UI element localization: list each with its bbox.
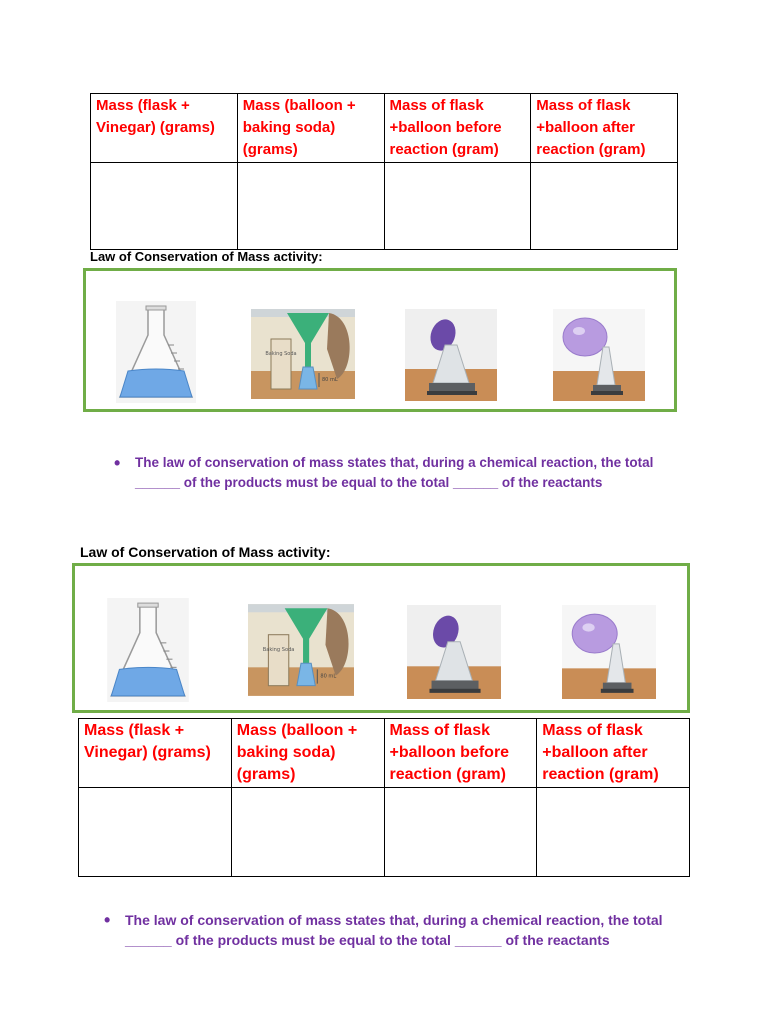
table-header-row bbox=[91, 94, 678, 163]
entry-cell-flask-vinegar[interactable] bbox=[79, 788, 232, 877]
volume-label: 80 mL bbox=[322, 377, 338, 383]
volume-label: 80 mL bbox=[320, 673, 337, 680]
mass-data-table-bottom bbox=[78, 718, 690, 877]
bullet-icon: • bbox=[104, 910, 111, 930]
table-entry-row bbox=[79, 788, 690, 877]
activity-title-bottom: Law of Conservation of Mass activity: bbox=[80, 544, 331, 560]
funnel-baking-soda-image bbox=[248, 604, 354, 696]
statement-line-2: ______ of the products must be equal to the total ______ of the reactants bbox=[135, 475, 603, 490]
header-flask-vinegar: Mass (flask + Vinegar) (grams) bbox=[79, 719, 232, 788]
baking-soda-box-label: Baking Soda bbox=[265, 351, 297, 357]
conservation-statement-top bbox=[114, 453, 653, 493]
activity-title-top: Law of Conservation of Mass activity: bbox=[90, 249, 323, 264]
entry-cell-balloon-baking-soda[interactable] bbox=[231, 788, 384, 877]
bullet-icon: • bbox=[114, 453, 121, 473]
header-balloon-baking-soda: Mass (balloon + baking soda) (grams) bbox=[237, 94, 384, 163]
balloon-on-flask-scale-image bbox=[407, 605, 501, 699]
inflated-balloon-scale-image bbox=[553, 309, 645, 401]
entry-cell-after-reaction[interactable] bbox=[537, 788, 690, 877]
entry-cell-before-reaction[interactable] bbox=[384, 788, 537, 877]
table-header-row bbox=[79, 719, 690, 788]
statement-line-2: ______ of the products must be equal to the total ______ of the reactants bbox=[125, 932, 610, 948]
entry-cell-before-reaction[interactable] bbox=[384, 163, 531, 250]
baking-soda-box-label: Baking Soda bbox=[262, 647, 295, 654]
conservation-statement-bottom bbox=[104, 910, 663, 950]
statement-line-1: The law of conservation of mass states that, during a chemical reaction, the total bbox=[135, 455, 654, 470]
header-mass-after-reaction: Mass of flask +balloon after reaction (gram) bbox=[531, 94, 678, 163]
flask-vinegar-image bbox=[116, 301, 196, 403]
flask-vinegar-image bbox=[107, 598, 189, 702]
mass-data-table-top bbox=[90, 93, 678, 250]
statement-line-1: The law of conservation of mass states that, during a chemical reaction, the total bbox=[125, 912, 663, 928]
inflated-balloon-scale-image bbox=[562, 605, 656, 699]
entry-cell-after-reaction[interactable] bbox=[531, 163, 678, 250]
header-mass-after-reaction: Mass of flask +balloon after reaction (gram) bbox=[537, 719, 690, 788]
header-mass-before-reaction: Mass of flask +balloon before reaction (gram) bbox=[384, 719, 537, 788]
entry-cell-flask-vinegar[interactable] bbox=[91, 163, 238, 250]
entry-cell-balloon-baking-soda[interactable] bbox=[237, 163, 384, 250]
funnel-baking-soda-image bbox=[251, 309, 355, 399]
header-balloon-baking-soda: Mass (balloon + baking soda) (grams) bbox=[231, 719, 384, 788]
balloon-on-flask-scale-image bbox=[405, 309, 497, 401]
table-entry-row bbox=[91, 163, 678, 250]
header-mass-before-reaction: Mass of flask +balloon before reaction (gram) bbox=[384, 94, 531, 163]
header-flask-vinegar: Mass (flask + Vinegar) (grams) bbox=[91, 94, 238, 163]
